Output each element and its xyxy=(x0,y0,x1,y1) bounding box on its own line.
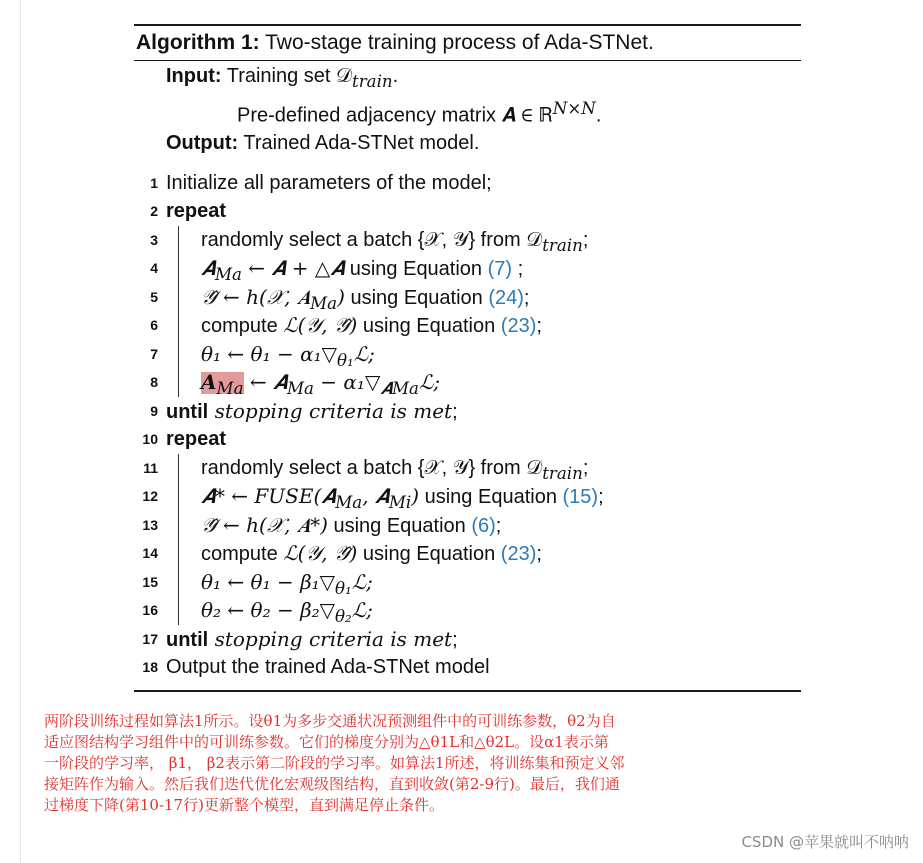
line-number: 14 xyxy=(142,545,158,562)
equation-reference: (23) xyxy=(500,543,537,566)
math-expression: θ₁ ← θ₁ − α₁▽ xyxy=(201,341,337,366)
line-number: 8 xyxy=(150,374,158,391)
caption-rule xyxy=(134,60,801,61)
condition-text: stopping criteria is met xyxy=(208,398,453,423)
equation-reference: (24) xyxy=(488,286,524,309)
algorithm-line xyxy=(134,596,801,625)
line-number: 17 xyxy=(142,630,158,647)
line-number: 18 xyxy=(142,659,158,676)
line-text: randomly select a batch {𝒳, 𝒴} from 𝒟 xyxy=(201,228,543,251)
io-block xyxy=(134,63,801,157)
algorithm-line xyxy=(134,454,801,483)
input-tail: . xyxy=(392,65,399,87)
line-number: 12 xyxy=(142,488,158,505)
loop-bar xyxy=(178,596,179,625)
line-content xyxy=(166,169,492,198)
algorithm-line xyxy=(134,254,801,283)
line-content xyxy=(201,539,542,569)
loop-bar xyxy=(178,340,179,369)
line-number: 10 xyxy=(142,431,158,448)
math-expression: 𝑨 xyxy=(201,256,215,281)
algorithm-line xyxy=(134,340,801,369)
input-sup: N×N xyxy=(552,99,596,118)
algorithm-line xyxy=(134,197,801,226)
loop-bar xyxy=(178,254,179,283)
line-text: randomly select a batch {𝒳, 𝒴} from 𝒟 xyxy=(201,456,543,479)
page-left-border xyxy=(20,0,21,863)
line-text: ; xyxy=(452,628,458,651)
loop-bar xyxy=(178,568,179,597)
math-expression: 𝑨* ← FUSE(𝑨 xyxy=(201,484,336,509)
keyword: repeat xyxy=(166,428,227,451)
subscript: Ma xyxy=(310,293,338,313)
line-number: 9 xyxy=(150,402,158,419)
loop-bar xyxy=(178,368,179,397)
line-text: using Equation xyxy=(419,486,563,509)
subscript: Mi xyxy=(388,493,412,513)
line-number: 5 xyxy=(150,288,158,305)
line-number: 11 xyxy=(143,459,158,476)
math-expression: ℒ; xyxy=(353,341,375,366)
subscript: Ma xyxy=(216,379,244,399)
line-text: ; xyxy=(536,543,542,566)
algorithm-box xyxy=(134,24,801,692)
input-text: Training set 𝒟 xyxy=(221,65,352,87)
keyword: until xyxy=(166,628,209,651)
line-text: ; xyxy=(598,486,604,509)
line-number: 4 xyxy=(150,260,158,277)
math-expression: ) xyxy=(337,284,345,309)
line-content xyxy=(166,625,458,655)
line-number: 3 xyxy=(150,231,158,248)
line-number: 6 xyxy=(150,317,158,334)
input-row-2 xyxy=(134,95,801,130)
math-expression: ℒ(𝒴, 𝒴̂) xyxy=(283,313,358,338)
line-text: ; xyxy=(536,315,542,338)
subscript: Ma xyxy=(286,379,314,399)
line-text: using Equation xyxy=(357,543,501,566)
line-text: using Equation xyxy=(344,258,488,281)
math-expression: ← 𝑨 + △𝑨 xyxy=(241,256,345,281)
line-content xyxy=(166,397,458,427)
algorithm-line xyxy=(134,568,801,597)
line-text: ; xyxy=(582,456,589,479)
algorithm-line xyxy=(134,653,801,682)
note-line: 两阶段训练过程如算法1所示。设θ1为多步交通状况预测组件中的可训练参数，θ2为自 xyxy=(44,712,616,730)
line-text: using Equation xyxy=(344,286,489,309)
math-expression: , 𝑨 xyxy=(362,484,389,509)
keyword: repeat xyxy=(166,200,227,223)
math-expression: 𝒴̂ ← h(𝒳, 𝑨 xyxy=(201,284,311,309)
algorithm-line xyxy=(134,283,801,312)
math-expression: 𝒴̂ ← h(𝒳, 𝑨*) xyxy=(201,512,328,537)
subscript: Ma xyxy=(335,493,363,513)
equation-reference: (23) xyxy=(500,315,537,338)
line-text: compute xyxy=(201,315,284,338)
input-sub: train xyxy=(352,72,393,91)
equation-reference: (15) xyxy=(562,486,599,509)
bottom-rule xyxy=(134,690,801,692)
output-text: Trained Ada-STNet model. xyxy=(238,131,480,154)
loop-bar xyxy=(178,283,179,312)
algorithm-label: Algorithm 1: xyxy=(136,31,260,54)
subscript: θ₁ xyxy=(336,350,354,370)
line-content xyxy=(166,425,226,454)
subscript: train xyxy=(542,463,583,483)
math-expression: θ₁ ← θ₁ − β₁▽ xyxy=(201,569,336,594)
math-expression: ) xyxy=(411,484,420,509)
subscript: θ₂ xyxy=(335,607,352,627)
line-number: 13 xyxy=(142,516,158,533)
line-number: 1 xyxy=(150,174,158,191)
algorithm-line xyxy=(134,511,801,540)
math-expression: ℒ; xyxy=(351,569,373,594)
line-text: ; xyxy=(523,286,530,309)
note-line: 过梯度下降(第10-17行)更新整个模型，直到满足停止条件。 xyxy=(44,796,444,814)
algorithm-line xyxy=(134,539,801,568)
algorithm-lines xyxy=(134,169,801,682)
equation-reference: (6) xyxy=(471,514,496,537)
math-expression: ℒ(𝒴, 𝒴̂) xyxy=(283,541,358,566)
input-text-2: Pre-defined adjacency matrix 𝑨 ∈ ℝ xyxy=(237,104,553,127)
algorithm-line xyxy=(134,226,801,255)
output-label: Output: xyxy=(166,131,239,154)
input-tail-2: . xyxy=(595,104,602,127)
algorithm-line xyxy=(134,482,801,511)
line-content xyxy=(201,311,542,341)
matrix-symbol: 𝑨 xyxy=(201,370,217,395)
line-text: ; xyxy=(495,514,502,537)
line-text: using Equation xyxy=(357,315,501,338)
input-row xyxy=(134,63,801,95)
line-text: ; xyxy=(512,258,524,281)
math-expression: − α₁▽ xyxy=(313,370,381,395)
algorithm-line xyxy=(134,425,801,454)
subscript: Ma xyxy=(214,265,242,285)
note-line: 适应图结构学习组件中的可训练参数。它们的梯度分别为△θ1L和△θ2L。设α1表示第 xyxy=(44,733,609,751)
equation-reference: (7) xyxy=(487,258,513,281)
line-text: ; xyxy=(582,228,589,251)
algorithm-line xyxy=(134,397,801,426)
algorithm-caption xyxy=(134,26,801,60)
line-text: compute xyxy=(201,543,284,566)
csdn-watermark: CSDN @苹果就叫不呐呐 xyxy=(741,833,909,851)
line-content xyxy=(201,511,501,541)
loop-bar xyxy=(178,454,179,483)
line-content xyxy=(166,653,490,682)
line-text: Output the trained Ada-STNet model xyxy=(166,656,490,679)
line-text: Initialize all parameters of the model; xyxy=(166,171,492,194)
math-expression: ℒ; xyxy=(351,598,373,623)
loop-bar xyxy=(178,511,179,540)
loop-bar xyxy=(178,539,179,568)
chinese-explanation xyxy=(44,711,779,816)
subscript: θ₁ xyxy=(335,578,352,598)
line-number: 16 xyxy=(142,602,158,619)
algorithm-line xyxy=(134,625,801,654)
line-content xyxy=(166,197,226,226)
input-label: Input: xyxy=(166,65,222,87)
line-text: ; xyxy=(452,400,458,423)
math-expression: ← 𝑨 xyxy=(243,370,287,395)
condition-text: stopping criteria is met xyxy=(208,626,453,651)
algorithm-line xyxy=(134,169,801,198)
highlighted-term xyxy=(201,370,244,399)
line-text: using Equation xyxy=(327,514,472,537)
subscript: 𝑨Ma xyxy=(380,379,419,399)
math-expression: ℒ; xyxy=(418,370,441,395)
loop-bar xyxy=(178,226,179,255)
line-number: 2 xyxy=(150,203,158,220)
note-line: 一阶段的学习率， β1， β2表示第二阶段的学习率。如算法1所述，将训练集和预定义邻 xyxy=(44,754,625,772)
line-number: 15 xyxy=(142,573,158,590)
line-number: 7 xyxy=(150,345,158,362)
loop-bar xyxy=(178,482,179,511)
algorithm-line xyxy=(134,368,801,397)
loop-bar xyxy=(178,311,179,340)
subscript: train xyxy=(542,235,583,255)
algorithm-line xyxy=(134,311,801,340)
note-line: 接矩阵作为输入。然后我们迭代优化宏观级图结构，直到收敛(第2-9行)。最后，我们通 xyxy=(44,775,620,793)
algorithm-title: Two-stage training process of Ada-STNet. xyxy=(259,31,654,54)
math-expression: θ₂ ← θ₂ − β₂▽ xyxy=(201,598,336,623)
keyword: until xyxy=(166,400,209,423)
output-row xyxy=(134,130,801,157)
